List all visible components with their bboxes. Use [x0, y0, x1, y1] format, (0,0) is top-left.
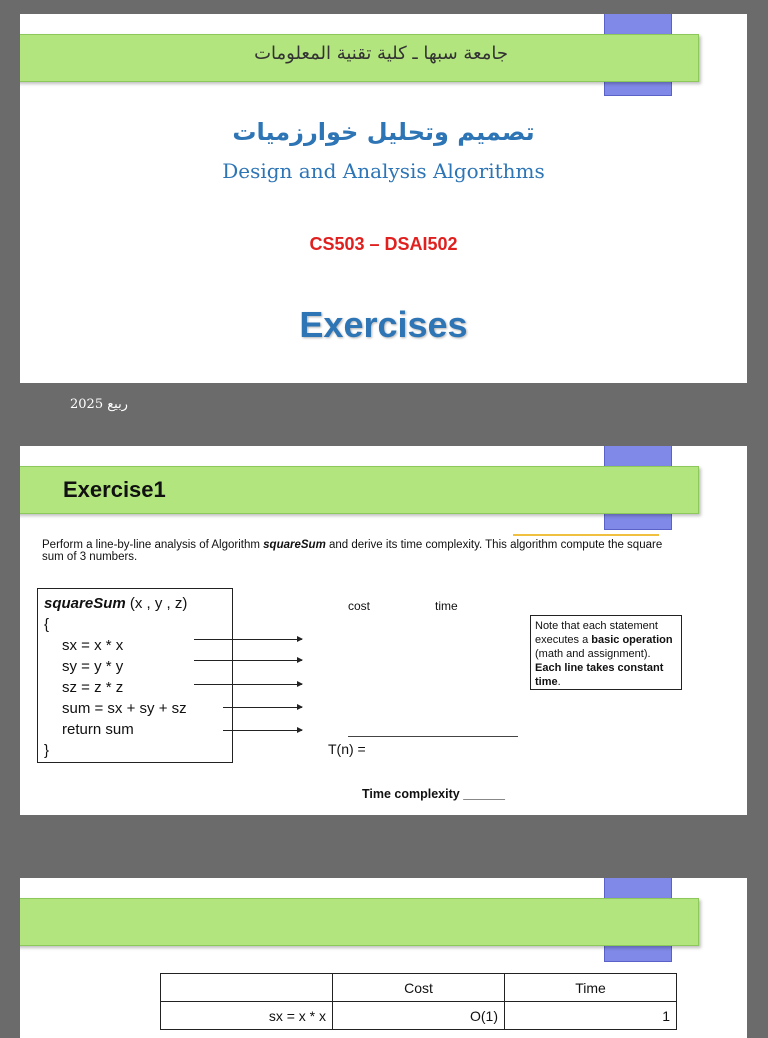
course-title-arabic: تصميم وتحليل خوارزميات — [232, 118, 535, 146]
task-text: and derive its time complexity. This algorithm compute the square sum of 3 numbers. — [42, 539, 663, 563]
complexity-label: Time complexity ______ — [362, 787, 505, 801]
note-box: Note that each statement executes a basic operation (math and assignment). Each line takes constant time. — [530, 615, 682, 690]
course-title-english: Design and Analysis Algorithms — [222, 159, 545, 183]
table-header: Cost — [333, 974, 505, 1002]
arrow-icon — [223, 730, 302, 731]
table-header — [161, 974, 333, 1002]
code-line: sz = z * z — [62, 679, 124, 696]
code-line: return sum — [62, 721, 134, 738]
task-function-name: squareSum — [263, 539, 326, 551]
code-line: sx = x * x — [62, 637, 124, 654]
code-signature: squareSum (x , y , z) — [44, 595, 188, 612]
course-code: CS503 – DSAI502 — [309, 234, 458, 254]
answer-line — [348, 736, 518, 737]
title-slide — [20, 14, 747, 383]
code-line: sy = y * y — [62, 658, 124, 675]
cost-table — [160, 973, 677, 1030]
tn-label: T(n) = — [328, 741, 366, 757]
slide-heading: Exercises — [299, 304, 468, 345]
semester-date: ربيع 2025 — [70, 397, 128, 412]
title-bar — [20, 898, 699, 946]
table-cell: O(1) — [333, 1002, 505, 1030]
time-header: time — [435, 599, 458, 613]
title-bar — [20, 466, 699, 514]
answer-slide — [20, 878, 747, 1038]
code-line: } — [44, 742, 50, 759]
arrow-icon — [194, 660, 302, 661]
code-line: { — [44, 616, 50, 633]
algorithm-code — [37, 588, 233, 763]
accent-line — [513, 534, 659, 536]
arrow-icon — [194, 684, 302, 685]
cost-header: cost — [348, 599, 371, 613]
code-line: sum = sx + sy + sz — [62, 700, 187, 717]
table-cell: sx = x * x — [161, 1002, 333, 1030]
table-header: Time — [505, 974, 677, 1002]
exercise-slide — [20, 446, 747, 815]
university-header: جامعة سبها ـ كلية تقنية المعلومات — [254, 43, 508, 64]
arrow-icon — [194, 639, 302, 640]
task-description — [42, 539, 682, 563]
table-header-row — [161, 974, 677, 1002]
task-text: Perform a line-by-line analysis of Algorithm — [42, 539, 264, 551]
header-bar — [20, 34, 699, 82]
table-cell: 1 — [505, 1002, 677, 1030]
table-row — [161, 1002, 677, 1030]
exercise-title: Exercise1 — [63, 477, 166, 502]
arrow-icon — [223, 707, 302, 708]
